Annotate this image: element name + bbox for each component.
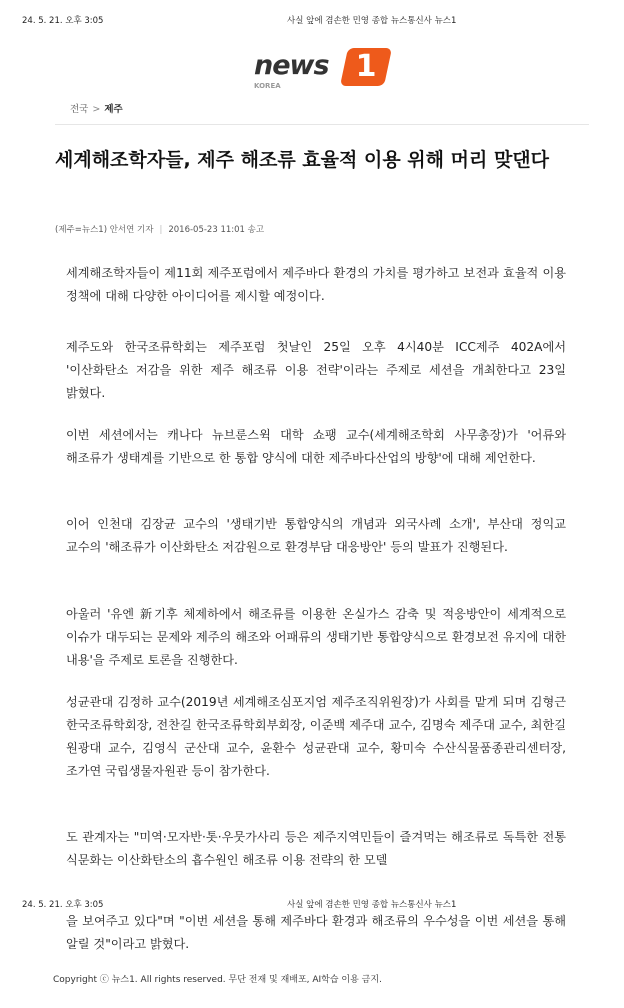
article-paragraph: 제주도와 한국조류학회는 제주포럼 첫날인 25일 오후 4시40분 ICC제주 402A에서 '이산화탄소 저감을 위한 제주 해조류 이용 전략'이라는 주제로 세션을 개최한다고 23일 밝혔다. [66, 340, 566, 400]
logo-wordmark: news [254, 50, 329, 81]
article-meta: (제주=뉴스1) 안서연 기자 | 2016-05-23 11:01 송고 [55, 225, 265, 235]
print-header-top [0, 14, 624, 28]
article-paragraph: 도 관계자는 "미역·모자반·톳·우뭇가사리 등은 제주지역민들이 즐겨먹는 해조류로 독특한 전통 식문화는 이산화탄소의 흡수원인 해조류 이용 전략의 한 모델 [66, 830, 566, 867]
print-page-title: 사실 앞에 겸손한 민영 종합 뉴스통신사 뉴스1 [287, 900, 457, 910]
breadcrumb-parent[interactable]: 전국 [70, 104, 89, 115]
logo-subtext: KOREA [254, 82, 281, 90]
breadcrumb-separator: > [92, 104, 101, 115]
print-date: 24. 5. 21. 오후 3:05 [22, 900, 104, 910]
article-paragraph: 이어 인천대 김장균 교수의 '생태기반 통합양식의 개념과 외국사례 소개', 부산대 정익교 교수의 '해조류가 이산화탄소 저감원으로 환경부담 대응방안' 등의 발표가 진행된다. [66, 517, 566, 554]
article-paragraph: 을 보여주고 있다"며 "이번 세션을 통해 제주바다 환경과 해조류의 우수성을 이번 세션을 통해 알릴 것"이라고 밝혔다. [66, 914, 566, 951]
print-date: 24. 5. 21. 오후 3:05 [22, 16, 104, 26]
article-paragraph: 세계해조학자들이 제11회 제주포럼에서 제주바다 환경의 가치를 평가하고 보전과 효율적 이용 정책에 대해 다양한 아이디어를 제시할 예정이다. [66, 266, 566, 303]
article-paragraph: 이번 세션에서는 캐나다 뉴브룬스윅 대학 쇼팽 교수(세계해조학회 사무총장)가 '어류와 해조류가 생태계를 기반으로 한 통합 양식에 대한 제주바다산업의 방향'에 대해 제언한다. [66, 428, 566, 465]
article-byline: (제주=뉴스1) 안서연 기자 [55, 225, 154, 235]
breadcrumb [70, 101, 123, 115]
print-page-title: 사실 앞에 겸손한 민영 종합 뉴스통신사 뉴스1 [287, 16, 457, 26]
logo-badge: 1 [340, 48, 392, 86]
article-paragraph: 아울러 '유엔 新기후 체제하에서 해조류를 이용한 온실가스 감축 및 적응방안이 세계적으로 이슈가 대두되는 문제와 제주의 해조와 어패류의 생태기반 통합양식으로 환경보전 유지에 대한 내용'을 주제로 토론을 진행한다. [66, 607, 566, 667]
news1-logo[interactable] [250, 46, 392, 92]
article-paragraph: 성균관대 김정하 교수(2019년 세계해조심포지엄 제주조직위원장)가 사회를 맡게 되며 김형근 한국조류학회장, 전찬길 한국조류학회부회장, 이준백 제주대 교수, 김명숙 제주대 교수, 최한길 원광대 교수, 김영식 군산대 교수, 윤환수 성균관대 교수, 황미숙 수산식물품종관리센터장, 조가연 국립생물자원관 등이 참가한다. [66, 695, 566, 778]
article-title: 세계해조학자들, 제주 해조류 효율적 이용 위해 머리 맞댄다 [55, 149, 550, 171]
breadcrumb-current[interactable]: 제주 [104, 104, 123, 115]
copyright-footer: Copyright ⓒ 뉴스1. All rights reserved. 무단 전재 및 재배포, AI학습 이용 금지. [53, 975, 382, 985]
article-datetime: 2016-05-23 11:01 송고 [168, 225, 265, 235]
header-divider [55, 124, 589, 125]
